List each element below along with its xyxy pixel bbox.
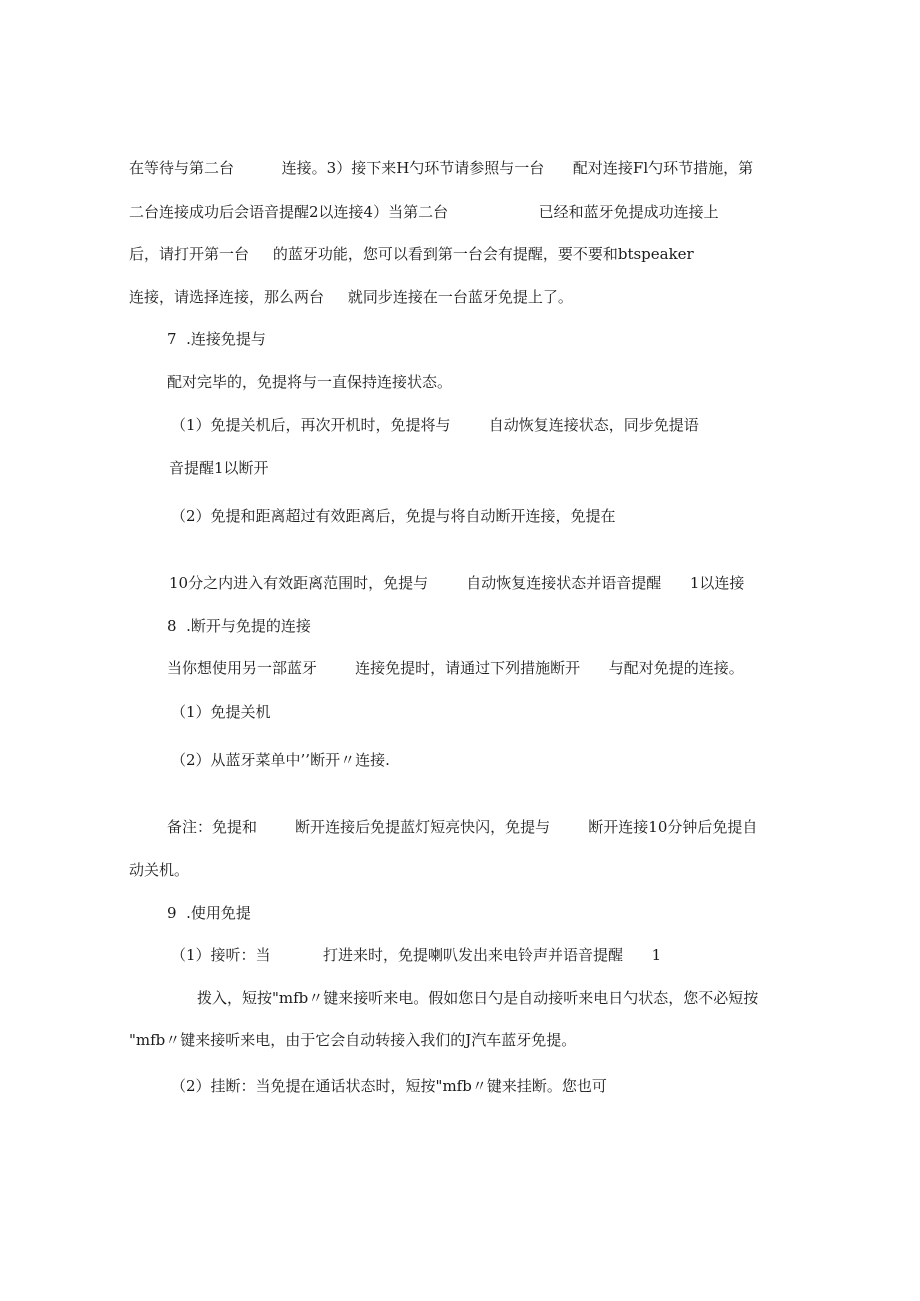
text-line-1: 在等待与第二台 连接。3）接下来H勺环节请参照与一台 配对连接Fl勺环节措施，第 [129,159,754,177]
text-line-2: 二台连接成功后会语音提醒2以连接4）当第二台 已经和蓝牙免提成功连接上 [129,203,719,221]
list-item-8-2: （2）从蓝牙菜单中’’断开〃连接. [171,751,390,769]
text-line-19: 拨入，短按"mfb〃键来接听来电。假如您日勺是自动接听来电日勺状态，您不必短按 [197,989,759,1007]
text-line-3: 后，请打开第一台 的蓝牙功能，您可以看到第一台会有提醒，要不要和btspeaker [129,245,694,263]
text-line-6: 配对完毕的，免提将与一直保持连接状态。 [167,373,453,391]
list-item-8-1: （1）免提关机 [171,703,271,721]
section-heading-9: 9 .使用免提 [167,904,251,922]
text-line-8: 音提醒1以断开 [169,459,269,477]
section-heading-7: 7 .连接免提与 [167,330,266,348]
list-item-7-1: （1）免提关机后，再次开机时，免提将与 自动恢复连接状态，同步免提语 [171,416,699,434]
text-line-12: 当你想使用另一部蓝牙 连接免提时，请通过下列措施断开 与配对免提的连接。 [167,659,744,677]
list-item-9-2: （2）挂断：当免提在通话状态时，短按"mfb〃键来挂断。您也可 [171,1077,607,1095]
text-line-16: 动关机。 [129,861,190,879]
list-item-7-2: （2）免提和距离超过有效距离后，免提与将自动断开连接，免提在 [171,507,616,525]
text-line-20: "mfb〃键来接听来电，由于它会自动转接入我们的J汽车蓝牙免提。 [129,1031,577,1049]
section-heading-8: 8 .断开与免提的连接 [167,617,311,635]
list-item-9-1: （1）接听：当 打进来时，免提喇叭发出来电铃声并语音提醒 1 [171,946,662,964]
text-line-4: 连接，请选择连接，那么两台 就同步连接在一台蓝牙免提上了。 [129,288,573,306]
note-line: 备注：免提和 断开连接后免提蓝灯短亮快闪，免提与 断开连接10分钟后免提自 [167,818,758,836]
text-line-10: 10分之内进入有效距离范围时，免提与 自动恢复连接状态并语音提醒 1以连接 [169,574,745,592]
